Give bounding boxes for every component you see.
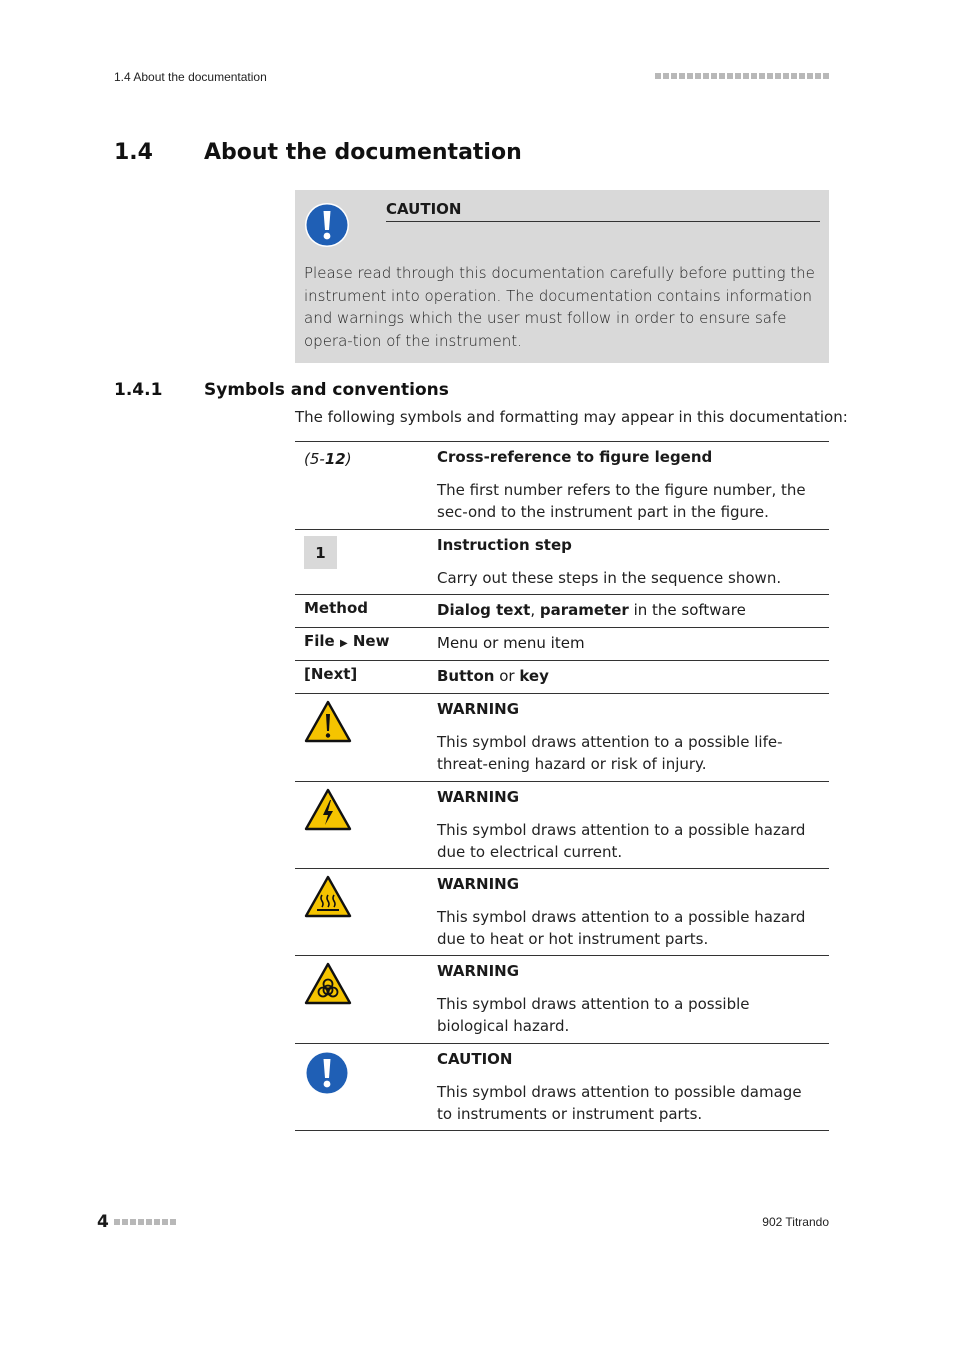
row-title: Cross-reference to figure legend <box>437 448 713 466</box>
section-title: About the documentation <box>204 140 522 165</box>
table-row-warning-bio <box>295 956 829 1044</box>
intro-paragraph: The following symbols and formatting may appear in this documentation: <box>295 408 848 426</box>
row-title: Instruction step <box>437 536 572 554</box>
button-example: [Next] <box>304 665 358 683</box>
warning-exclamation-icon <box>304 700 352 748</box>
row-title: WARNING <box>437 700 520 718</box>
subsection-heading <box>114 380 449 400</box>
crossref-example: (5-12) <box>304 450 352 468</box>
row-description: This symbol draws attention to possible damage to instruments or instrument parts. <box>437 1082 802 1124</box>
table-row-step <box>295 530 829 595</box>
footer-decoration <box>114 1219 176 1225</box>
parameter-label: parameter <box>539 601 629 619</box>
table-row-crossref <box>295 442 829 530</box>
biohazard-icon <box>304 962 352 1010</box>
section-number: 1.4 <box>114 140 153 165</box>
dialog-text-label: Dialog text <box>437 601 531 619</box>
table-row-button: [Next] Button or key <box>295 661 829 694</box>
table-row-method: Method Dialog text, parameter in the software <box>295 595 829 628</box>
table-row-warning-electric <box>295 782 829 869</box>
header-decoration <box>655 73 829 79</box>
exclamation-icon <box>304 202 350 252</box>
menu-example: File ▶ New <box>304 632 390 650</box>
hot-surface-icon <box>304 875 352 923</box>
exclamation-icon <box>304 1050 350 1100</box>
row-title: WARNING <box>437 875 520 893</box>
method-example: Method <box>304 599 368 617</box>
table-row-warning-heat <box>295 869 829 956</box>
row-description: Menu or menu item <box>437 634 585 652</box>
row-description: Carry out these steps in the sequence shown. <box>437 568 782 587</box>
table-row-warning-general <box>295 694 829 782</box>
table-row-caution <box>295 1044 829 1131</box>
menu-arrow-icon: ▶ <box>339 638 348 649</box>
symbols-table <box>295 441 829 1131</box>
page-number: 4 <box>97 1212 109 1232</box>
row-title: WARNING <box>437 962 520 980</box>
running-header: 1.4 About the documentation <box>114 70 267 84</box>
section-heading <box>114 140 522 165</box>
row-description: This symbol draws attention to a possible biological hazard. <box>437 994 750 1036</box>
subsection-title: Symbols and conventions <box>204 380 449 400</box>
row-title: CAUTION <box>437 1050 513 1068</box>
row-description: The first number refers to the figure number, the sec-ond to the instrument part in the figure. <box>437 480 806 522</box>
electrical-hazard-icon <box>304 788 352 836</box>
row-description: This symbol draws attention to a possible hazard due to electrical current. <box>437 820 806 862</box>
subsection-number: 1.4.1 <box>114 380 163 400</box>
caution-box <box>295 190 829 363</box>
table-row-menu <box>295 628 829 661</box>
footer-product-name: 902 Titrando <box>762 1215 829 1229</box>
row-description: This symbol draws attention to a possible life-threat-ening hazard or risk of injury. <box>437 732 783 774</box>
row-description: This symbol draws attention to a possible hazard due to heat or hot instrument parts. <box>437 907 806 949</box>
caution-title: CAUTION <box>386 200 820 222</box>
step-number-box: 1 <box>304 536 337 569</box>
row-title: WARNING <box>437 788 520 806</box>
caution-text: Please read through this documentation carefully before putting the instrument into operation. The documentation contains information and warnings which the user must follow in order to ensure safe opera-tion of the instrument. <box>304 264 815 350</box>
